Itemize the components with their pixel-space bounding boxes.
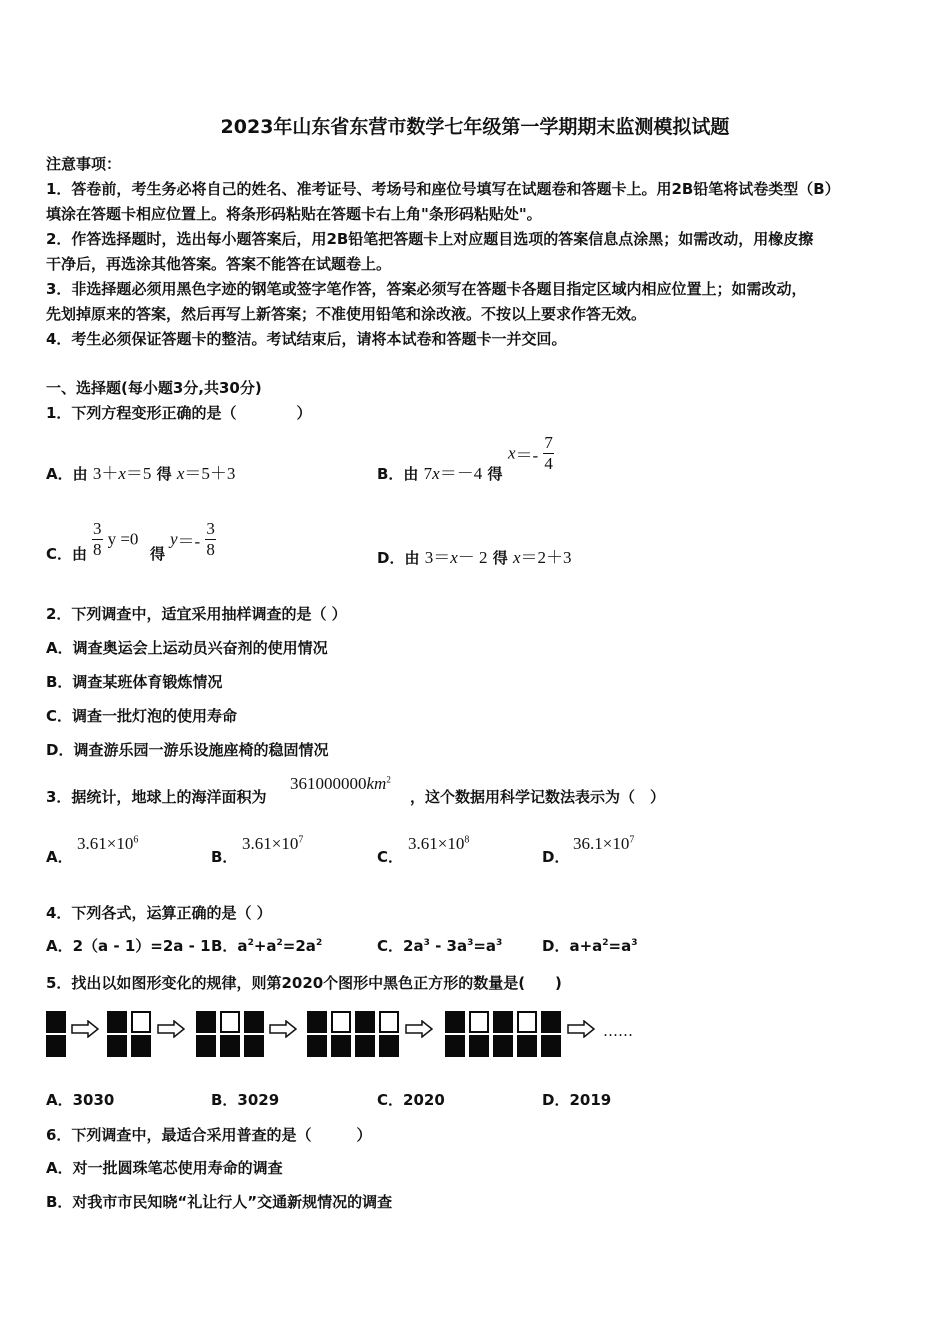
black-square bbox=[541, 1011, 561, 1033]
exponent: 3 bbox=[423, 938, 430, 948]
q5-option: D．2019 bbox=[542, 1091, 612, 1109]
math-var: x bbox=[176, 464, 185, 483]
numerator: 3 bbox=[206, 519, 215, 538]
black-square bbox=[331, 1035, 351, 1057]
expr-part: =2a bbox=[282, 937, 316, 955]
q3-option-b-value bbox=[242, 834, 303, 854]
q4-option-b bbox=[211, 935, 322, 956]
ellipsis: …… bbox=[603, 1022, 633, 1040]
question-1-stem: 1．下列方程变形正确的是（ ） bbox=[46, 404, 312, 422]
expr-part: =a bbox=[473, 937, 497, 955]
q1-option-c-label: C．由 bbox=[46, 545, 88, 563]
page-title: 2023年山东省东营市数学七年级第一学期期末监测模拟试题 bbox=[220, 116, 730, 138]
black-square bbox=[379, 1035, 399, 1057]
q1-c-expr bbox=[92, 519, 138, 560]
expr-part: =a bbox=[608, 937, 632, 955]
black-square bbox=[107, 1035, 127, 1057]
black-square bbox=[220, 1035, 240, 1057]
option-label: A． bbox=[46, 848, 73, 866]
math-expr: ＝5＋3 bbox=[184, 464, 236, 483]
option-word: 得 bbox=[156, 465, 172, 483]
arrow-right-icon bbox=[566, 1020, 596, 1038]
white-square bbox=[131, 1011, 151, 1033]
expr-part: C．2a bbox=[377, 937, 424, 955]
q5-option: C．2020 bbox=[377, 1091, 445, 1109]
math-expr: ＝- bbox=[177, 532, 201, 551]
black-square bbox=[469, 1035, 489, 1057]
q3-option-d-value bbox=[573, 834, 634, 854]
q1-option-a bbox=[46, 459, 235, 484]
notice-line: 2．作答选择题时，选出每小题答案后，用2B铅笔把答题卡上对应题目选项的答案信息点涂黑；如需改动，用橡皮擦 bbox=[46, 230, 814, 248]
arrow-right-icon bbox=[404, 1020, 434, 1038]
q3-area-value bbox=[290, 774, 391, 794]
option-label: B．由 bbox=[377, 465, 419, 483]
black-square bbox=[355, 1035, 375, 1057]
black-square bbox=[307, 1011, 327, 1033]
notice-line: 先划掉原来的答案，然后再写上新答案；不准使用铅笔和涂改液。不按以上要求作答无效。 bbox=[46, 305, 647, 323]
option-word: 得 bbox=[492, 549, 508, 567]
math-var: x bbox=[508, 443, 516, 463]
q2-option: A．调查奥运会上运动员兴奋剂的使用情况 bbox=[46, 639, 328, 657]
expr-part: +a bbox=[253, 937, 277, 955]
q3-option-a-value bbox=[77, 834, 138, 854]
option-label: D． bbox=[542, 848, 570, 866]
exponent: 2 bbox=[276, 938, 283, 948]
math-var: y bbox=[170, 529, 178, 549]
exponent: 3 bbox=[496, 938, 503, 948]
black-square bbox=[493, 1011, 513, 1033]
option-word: 得 bbox=[150, 545, 166, 563]
denominator: 4 bbox=[544, 454, 553, 473]
math-expr: 3.61×10 bbox=[242, 834, 299, 853]
white-square bbox=[469, 1011, 489, 1033]
section-heading: 一、选择题(每小题3分,共30分) bbox=[46, 379, 262, 397]
black-square bbox=[46, 1011, 66, 1033]
math-exponent: 6 bbox=[133, 834, 139, 846]
math-expr: 3＝ bbox=[424, 548, 451, 567]
arrow-right-icon bbox=[70, 1020, 100, 1038]
q1-b-result bbox=[508, 433, 554, 474]
q6-option: A．对一批圆珠笔芯使用寿命的调查 bbox=[46, 1159, 283, 1177]
exponent: 2 bbox=[602, 938, 609, 948]
fraction bbox=[543, 433, 554, 474]
math-expr: 7 bbox=[423, 464, 433, 483]
q4-option-c bbox=[377, 935, 502, 956]
q4-option-d bbox=[542, 935, 638, 956]
question-4-stem: 4．下列各式，运算正确的是（ ） bbox=[46, 904, 272, 922]
notice-line: 3．非选择题必须用黑色字迹的钢笔或签字笔作答，答案必须写在答题卡各题目指定区域内相应位置上；如需改动， bbox=[46, 280, 807, 298]
notice-line: 1．答卷前，考生务必将自己的姓名、准考证号、考场号和座位号填写在试题卷和答题卡上。用2B铅笔将试卷类型（B） bbox=[46, 180, 840, 198]
expr-part: D．a+a bbox=[542, 937, 603, 955]
notice-line: 干净后，再选涂其他答案。答案不能答在试题卷上。 bbox=[46, 255, 392, 273]
q1-option-b bbox=[377, 459, 502, 484]
black-square bbox=[517, 1035, 537, 1057]
q5-option: B．3029 bbox=[211, 1091, 280, 1109]
denominator: 8 bbox=[206, 540, 215, 559]
black-square bbox=[196, 1011, 216, 1033]
denominator: 8 bbox=[93, 540, 102, 559]
q1-c-result bbox=[170, 519, 216, 560]
option-word: 得 bbox=[487, 465, 503, 483]
question-3-stem-end: ，这个数据用科学记数法表示为（ ） bbox=[410, 788, 666, 806]
black-square bbox=[131, 1035, 151, 1057]
option-label: D．由 bbox=[377, 549, 420, 567]
math-expr: 3.61×10 bbox=[77, 834, 134, 853]
q1-option-d bbox=[377, 543, 572, 568]
q6-option: B．对我市市民知晓“礼让行人”交通新规情况的调查 bbox=[46, 1193, 393, 1211]
math-expr: 36.1×10 bbox=[573, 834, 630, 853]
black-square bbox=[445, 1035, 465, 1057]
notice-line: 填涂在答题卡相应位置上。将条形码粘贴在答题卡右上角"条形码粘贴处"。 bbox=[46, 205, 542, 223]
expr-part: B．a bbox=[211, 937, 248, 955]
exponent: 2 bbox=[247, 938, 254, 948]
math-expr: y =0 bbox=[107, 529, 139, 549]
math-expr: 3.61×10 bbox=[408, 834, 465, 853]
black-square bbox=[355, 1011, 375, 1033]
math-exponent: 7 bbox=[629, 834, 635, 846]
math-var: x bbox=[450, 548, 458, 567]
black-square bbox=[244, 1011, 264, 1033]
option-label: A．由 bbox=[46, 465, 88, 483]
black-square bbox=[196, 1035, 216, 1057]
black-square bbox=[493, 1035, 513, 1057]
white-square bbox=[220, 1011, 240, 1033]
option-label: B． bbox=[211, 848, 238, 866]
black-square bbox=[107, 1011, 127, 1033]
math-var: x bbox=[432, 464, 440, 483]
question-5-stem: 5．找出以如图形变化的规律，则第2020个图形中黑色正方形的数量是( ) bbox=[46, 974, 562, 992]
math-expr: 3＋ bbox=[92, 464, 119, 483]
white-square bbox=[517, 1011, 537, 1033]
math-expr: ＝- bbox=[515, 446, 539, 465]
q2-option: B．调查某班体育锻炼情况 bbox=[46, 673, 223, 691]
numerator: 7 bbox=[544, 433, 553, 452]
notice-line: 4．考生必须保证答题卡的整洁。考试结束后，请将本试卷和答题卡一并交回。 bbox=[46, 330, 567, 348]
black-square bbox=[445, 1011, 465, 1033]
math-var: x bbox=[512, 548, 521, 567]
math-expr: ＝2＋3 bbox=[520, 548, 572, 567]
exponent: 2 bbox=[315, 938, 323, 948]
black-square bbox=[46, 1035, 66, 1057]
question-3-stem-start: 3．据统计，地球上的海洋面积为 bbox=[46, 788, 267, 806]
math-exponent: 7 bbox=[298, 834, 304, 846]
q2-option: C．调查一批灯泡的使用寿命 bbox=[46, 707, 238, 725]
fraction bbox=[92, 519, 103, 560]
option-label: C． bbox=[377, 848, 404, 866]
exponent: 3 bbox=[467, 938, 474, 948]
black-square bbox=[541, 1035, 561, 1057]
exponent: 3 bbox=[631, 938, 638, 948]
math-exponent: 2 bbox=[386, 774, 391, 785]
black-square bbox=[244, 1035, 264, 1057]
arrow-right-icon bbox=[156, 1020, 186, 1038]
arrow-right-icon bbox=[268, 1020, 298, 1038]
question-6-stem: 6．下列调查中，最适合采用普查的是（ ） bbox=[46, 1126, 372, 1144]
white-square bbox=[379, 1011, 399, 1033]
math-unit: km bbox=[366, 774, 387, 793]
math-var: x bbox=[118, 464, 126, 483]
math-expr: ＝5 bbox=[125, 464, 152, 483]
expr-part: - 3a bbox=[429, 937, 468, 955]
numerator: 3 bbox=[93, 519, 102, 538]
fraction bbox=[205, 519, 216, 560]
notice-heading: 注意事项： bbox=[46, 155, 122, 173]
black-square bbox=[307, 1035, 327, 1057]
math-expr: － 2 bbox=[457, 548, 488, 567]
math-number: 361000000 bbox=[290, 774, 367, 793]
q4-option-a: A．2（a - 1）=2a - 1 bbox=[46, 937, 211, 955]
math-exponent: 8 bbox=[464, 834, 470, 846]
math-expr: ＝－4 bbox=[439, 464, 483, 483]
q5-option: A．3030 bbox=[46, 1091, 115, 1109]
question-2-stem: 2．下列调查中，适宜采用抽样调查的是（ ） bbox=[46, 605, 347, 623]
white-square bbox=[331, 1011, 351, 1033]
q3-option-c-value bbox=[408, 834, 469, 854]
q2-option: D．调查游乐园一游乐设施座椅的稳固情况 bbox=[46, 741, 329, 759]
